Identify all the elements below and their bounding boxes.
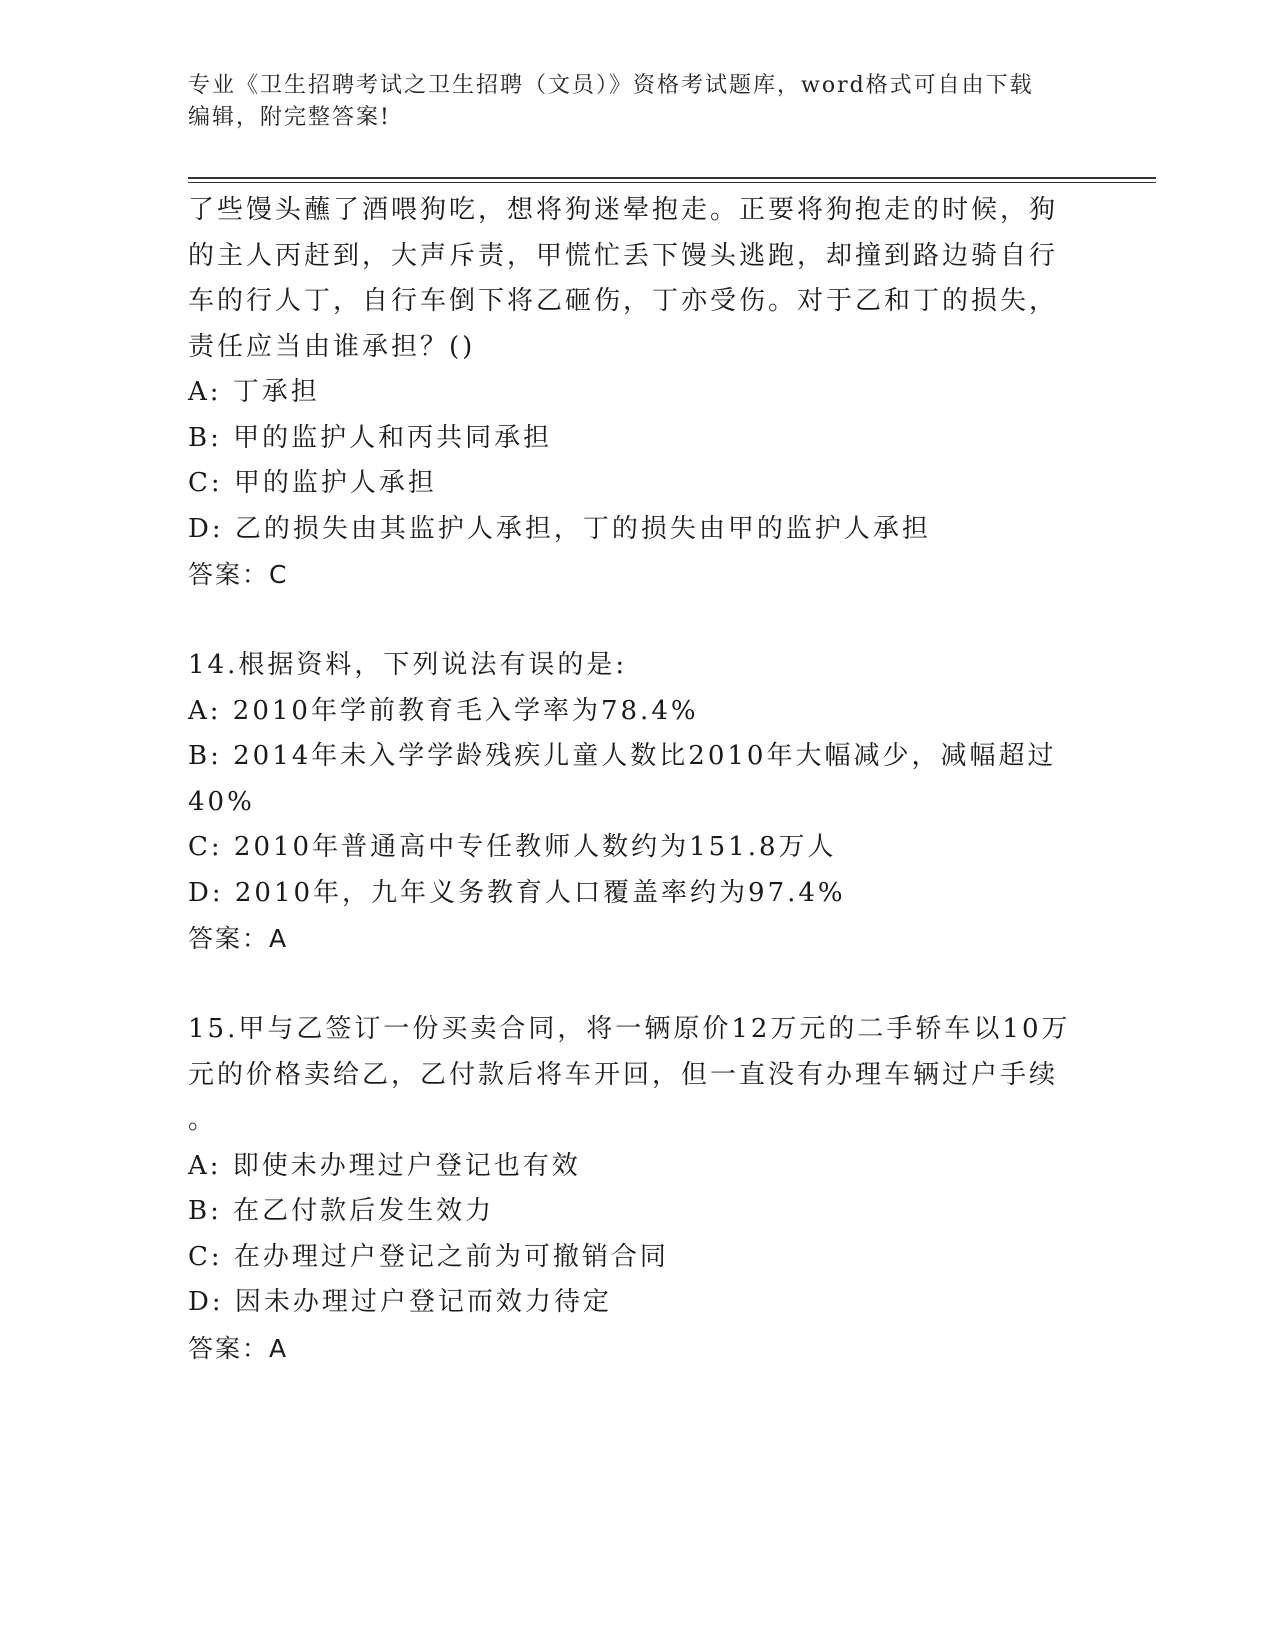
question-text-line: 了些馒头蘸了酒喂狗吃，想将狗迷晕抱走。正要将狗抱走的时候，狗 [188, 195, 1059, 225]
header-divider-thin [188, 182, 1156, 183]
header-line-2: 编辑，附完整答案! [188, 105, 391, 130]
spacer [188, 598, 1078, 644]
option-d: D: 因未办理过户登记而效力待定 [188, 1287, 612, 1317]
option-a: A: 丁承担 [188, 377, 320, 407]
option-b: B: 甲的监护人和丙共同承担 [188, 422, 553, 453]
document-body [188, 188, 1078, 1371]
question-text-line: 元的价格卖给乙，乙付款后将车开回，但一直没有办理车辆过户手续 [188, 1059, 1059, 1090]
option-a: A: 2010年学前教育毛入学率为78.4% [188, 695, 699, 726]
option-c: C: 2010年普通高中专任教师人数约为151.8万人 [188, 832, 837, 862]
answer: 答案：A [188, 924, 289, 953]
question-text-line: 14.根据资料，下列说法有误的是: [188, 650, 628, 680]
header-line-1: 专业《卫生招聘考试之卫生招聘（文员）》资格考试题库，word格式可自由下载 [188, 73, 1034, 98]
question-text-line: 的主人丙赶到，大声斥责，甲慌忙丢下馒头逃跑，却撞到路边骑自行 [188, 240, 1059, 271]
question-text-line: 15.甲与乙签订一份买卖合同，将一辆原价12万元的二手轿车以10万 [188, 1014, 1071, 1044]
question-text-line: 车的行人丁，自行车倒下将乙砸伤，丁亦受伤。对于乙和丁的损失， [188, 286, 1059, 316]
option-d: D: 乙的损失由其监护人承担，丁的损失由甲的监护人承担 [188, 513, 931, 544]
question-13 [188, 188, 1078, 598]
question-14 [188, 643, 1078, 962]
question-text-line: 。 [188, 1105, 218, 1135]
answer: 答案：A [188, 1333, 289, 1363]
spacer [188, 962, 1078, 1008]
option-d: D: 2010年，九年义务教育人口覆盖率约为97.4% [188, 877, 846, 908]
option-b-continued: 40% [188, 786, 255, 817]
option-b: B: 在乙付款后发生效力 [188, 1196, 495, 1226]
option-b: B: 2014年未入学学龄残疾儿童人数比2010年大幅减少，减幅超过 [188, 741, 1057, 771]
answer: 答案：C [188, 560, 289, 589]
header-divider-thick [188, 177, 1156, 179]
question-15 [188, 1007, 1078, 1371]
question-text-line: 责任应当由谁承担？() [188, 331, 476, 362]
option-c: C: 在办理过户登记之前为可撤销合同 [188, 1241, 669, 1272]
option-a: A: 即使未办理过户登记也有效 [188, 1150, 581, 1181]
document-header [188, 70, 1088, 134]
option-c: C: 甲的监护人承担 [188, 468, 437, 498]
